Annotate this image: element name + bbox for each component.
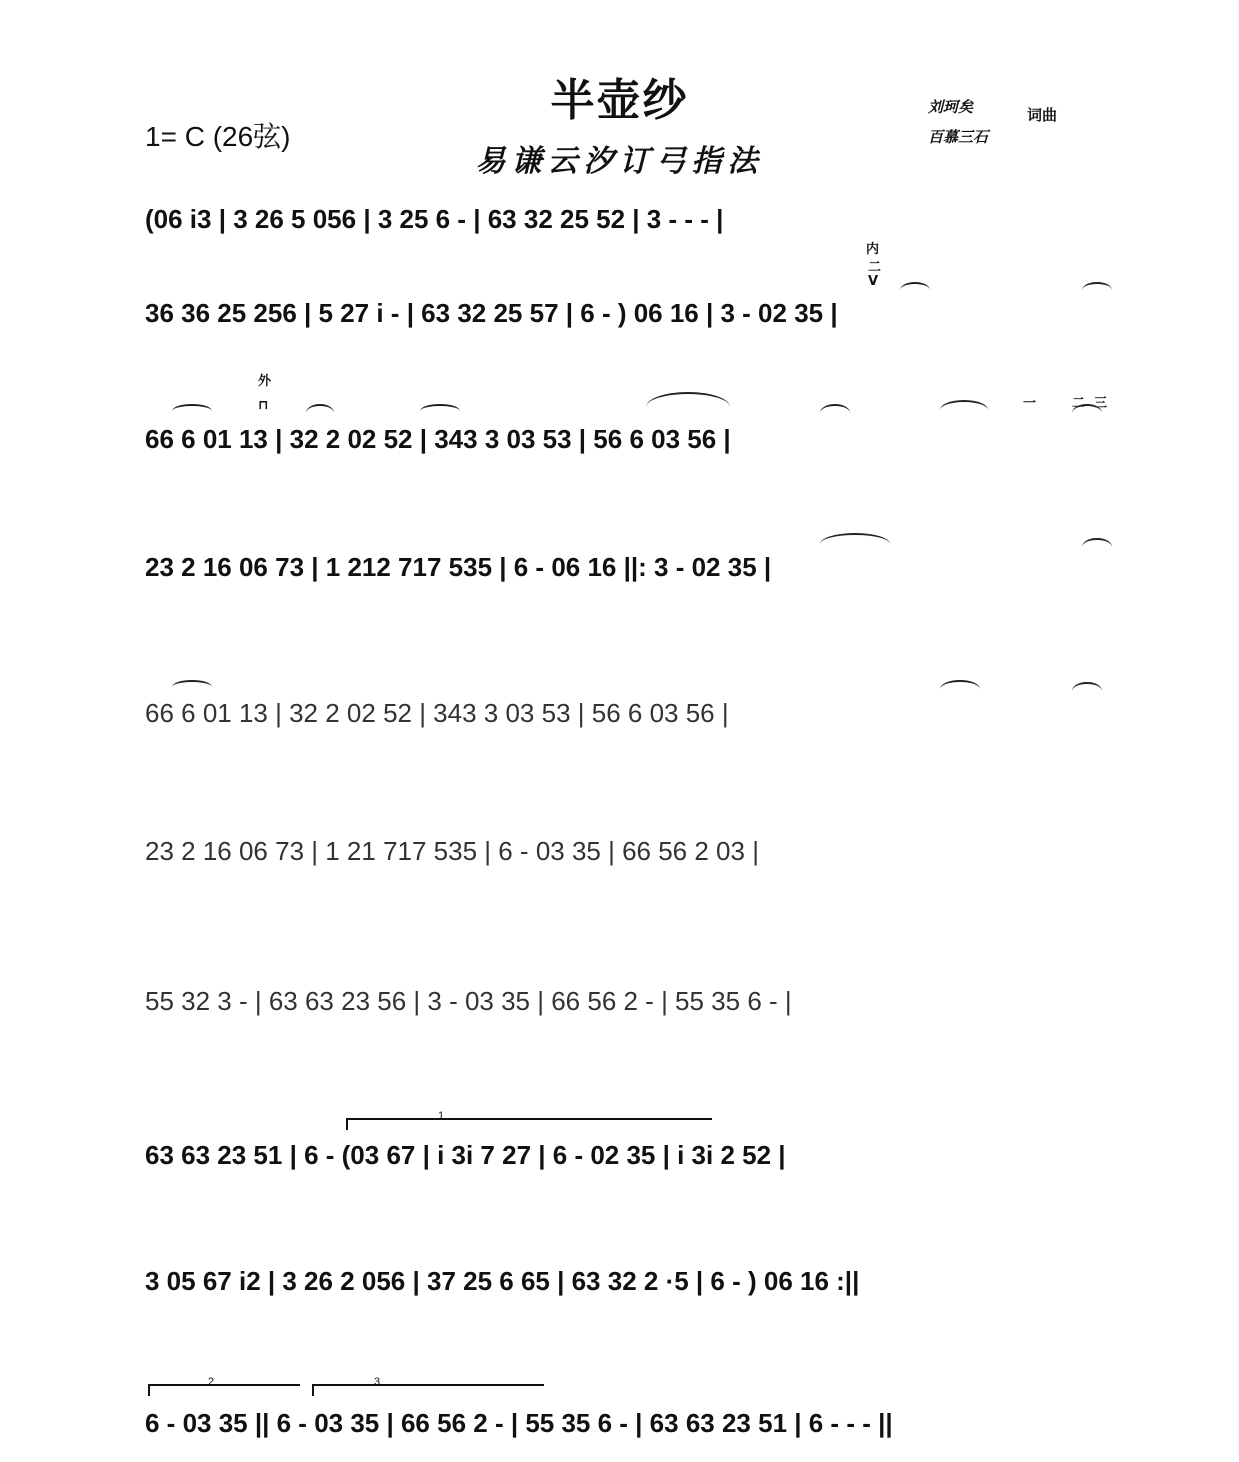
credit-role: 词曲 (1027, 106, 1058, 124)
score-line-6: 23 2 16 06 73 | 1 21 717 535 | 6 - 03 35 | 66 56 2 03 | (145, 836, 759, 866)
score-line-3: 66 6 01 13 | 32 2 02 52 | 343 3 03 53 | 56 6 03 56 | (145, 424, 731, 454)
up-bow-mark: V (868, 274, 879, 289)
score-line-7: 55 32 3 - | 63 63 23 56 | 3 - 03 35 | 66 56 2 - | 55 35 6 - | (145, 986, 792, 1016)
song-subtitle: 易谦云汐订弓指法 (475, 144, 764, 179)
volta-label-2: 2 (208, 1376, 215, 1388)
volta-bracket-1 (346, 1118, 712, 1130)
volta-bracket-2 (148, 1384, 300, 1396)
volta-bracket-3 (312, 1384, 544, 1396)
down-bow-mark: ⊓ (258, 398, 269, 413)
key-signature: 1= C (26弦) (145, 121, 291, 152)
second-finger-mark: 二 (868, 260, 882, 275)
score-line-5: 66 6 01 13 | 32 2 02 52 | 343 3 03 53 | 56 6 03 56 | (145, 698, 729, 728)
third-finger-mark: 三 (1094, 396, 1108, 411)
lyricist: 刘珂矣 (928, 98, 974, 116)
score-line-2: 36 36 25 256 | 5 27 i - | 63 32 25 57 | 6 - ) 06 16 | 3 - 02 35 | (145, 298, 838, 328)
score-line-1: (06 i3 | 3 26 5 056 | 3 25 6 - | 63 32 25 52 | 3 - - - | (145, 204, 724, 234)
composer: 百慕三石 (928, 128, 989, 146)
volta-label-3: 3 (374, 1376, 381, 1388)
inner-string-mark: 内 (866, 242, 880, 257)
score-line-9: 3 05 67 i2 | 3 26 2 056 | 37 25 6 65 | 63 32 2 ·5 | 6 - ) 06 16 :|| (145, 1266, 860, 1296)
credits (928, 92, 988, 152)
second-finger-mark-2: 二 (1072, 396, 1086, 411)
first-finger-mark: 一 (1023, 396, 1037, 411)
song-title: 半壶纱 (550, 75, 689, 126)
outer-string-mark: 外 (258, 374, 272, 389)
score-line-10: 6 - 03 35 || 6 - 03 35 | 66 56 2 - | 55 35 6 - | 63 63 23 51 | 6 - - - || (145, 1408, 893, 1438)
volta-label-1: 1 (438, 1110, 445, 1122)
score-line-8: 63 63 23 51 | 6 - (03 67 | i 3i 7 27 | 6 - 02 35 | i 3i 2 52 | (145, 1140, 786, 1170)
score-line-4: 23 2 16 06 73 | 1 212 717 535 | 6 - 06 16 ||: 3 - 02 35 | (145, 552, 772, 582)
